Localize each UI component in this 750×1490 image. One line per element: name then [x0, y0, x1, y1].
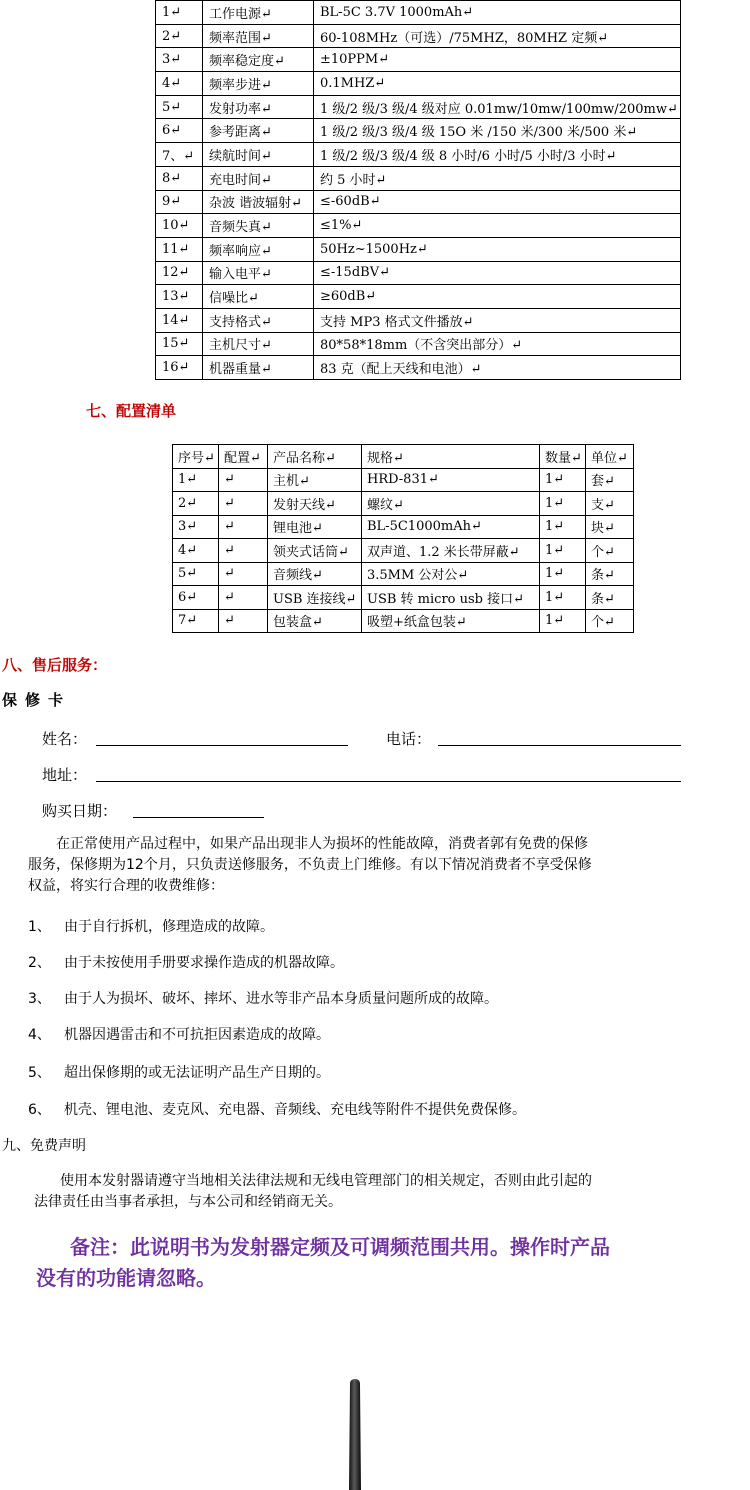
purchase-date-field[interactable]: [133, 817, 264, 818]
spec-value-cell: 80*58*18mm（不含突出部分）↵: [314, 332, 681, 356]
spec-value-cell: ±10PPM↵: [314, 48, 681, 72]
config-spec-cell: 螺纹↵: [362, 492, 540, 516]
spec-row: [156, 214, 681, 238]
config-header-row: [173, 445, 634, 469]
spec-name-cell: 发射功率↵: [203, 95, 314, 119]
config-header-cell: 规格↵: [362, 445, 540, 469]
spec-no-cell: 16↵: [156, 356, 203, 380]
config-header-cell: 产品名称↵: [268, 445, 362, 469]
spec-no-cell: 13↵: [156, 285, 203, 309]
config-spec-cell: 3.5MM 公对公↵: [362, 562, 540, 586]
config-name-cell: 领夹式话筒↵: [268, 539, 362, 563]
config-row: [173, 468, 634, 492]
spec-row: [156, 1, 681, 25]
config-heading: 七、配置清单: [86, 402, 177, 420]
spec-name-cell: 充电时间↵: [203, 166, 314, 190]
config-row: [173, 492, 634, 516]
spec-row: [156, 261, 681, 285]
config-cfg-cell: ↵: [219, 586, 268, 610]
spec-no-cell: 15↵: [156, 332, 203, 356]
spec-row: [156, 72, 681, 96]
name-field[interactable]: [96, 745, 348, 746]
paragraph-line: 使用本发射器请遵守当地相关法律法规和无线电管理部门的相关规定，否则由此引起的: [60, 1173, 592, 1189]
config-header-cell: 单位↵: [586, 445, 634, 469]
list-item: 3、 由于人为损坏、破坏、摔坏、进水等非产品本身质量问题所成的故障。: [28, 991, 498, 1007]
list-item: 2、 由于未按使用手册要求操作造成的机器故障。: [28, 955, 344, 971]
spec-name-cell: 音频失真↵: [203, 214, 314, 238]
paragraph-line: 法律责任由当事者承担，与本公司和经销商无关。: [34, 1194, 342, 1210]
list-item: 4、 机器因遇雷击和不可抗拒因素造成的故障。: [28, 1027, 330, 1043]
spec-value-cell: 83 克（配上天线和电池）↵: [314, 356, 681, 380]
config-table: [172, 444, 634, 633]
spec-no-cell: 3↵: [156, 48, 203, 72]
spec-value-cell: 1 级/2 级/3 级/4 级 8 小时/6 小时/5 小时/3 小时↵: [314, 143, 681, 167]
spec-value-cell: 1 级/2 级/3 级/4 级对应 0.01mw/10mw/100mw/200mw↵: [314, 95, 681, 119]
warranty-paragraph: [28, 834, 750, 897]
config-name-cell: 包装盒↵: [268, 609, 362, 633]
spec-row: [156, 237, 681, 261]
purchase-date-label: 购买日期：: [42, 802, 118, 820]
config-unit-cell: 块↵: [586, 515, 634, 539]
antenna-image: [330, 1376, 380, 1490]
config-cfg-cell: ↵: [219, 562, 268, 586]
config-name-cell: 主机↵: [268, 468, 362, 492]
list-item: 6、 机壳、锂电池、麦克风、充电器、音频线、充电线等附件不提供免费保修。: [28, 1102, 526, 1118]
config-qty-cell: 1↵: [540, 468, 586, 492]
spec-name-cell: 频率稳定度↵: [203, 48, 314, 72]
config-spec-cell: USB 转 micro usb 接口↵: [362, 586, 540, 610]
spec-row: [156, 308, 681, 332]
spec-row: [156, 332, 681, 356]
config-name-cell: USB 连接线↵: [268, 586, 362, 610]
spec-name-cell: 工作电源↵: [203, 1, 314, 25]
spec-value-cell: ≥60dB↵: [314, 285, 681, 309]
config-qty-cell: 1↵: [540, 539, 586, 563]
spec-row: [156, 24, 681, 48]
phone-label: 电话：: [386, 730, 432, 748]
spec-row: [156, 119, 681, 143]
config-spec-cell: BL-5C1000mAh↵: [362, 515, 540, 539]
note-line: 备注：此说明书为发射器定频及可调频范围共用。操作时产品: [70, 1235, 610, 1259]
spec-name-cell: 机器重量↵: [203, 356, 314, 380]
spec-no-cell: 12↵: [156, 261, 203, 285]
config-cfg-cell: ↵: [219, 468, 268, 492]
spec-name-cell: 参考距离↵: [203, 119, 314, 143]
config-row: [173, 562, 634, 586]
address-field[interactable]: [96, 781, 681, 782]
config-spec-cell: 吸塑+纸盒包装↵: [362, 609, 540, 633]
list-item: 1、 由于自行拆机，修理造成的故障。: [28, 919, 274, 935]
paragraph-line: 在正常使用产品过程中，如果产品出现非人为损坏的性能故障，消费者郭有免费的保修: [56, 836, 588, 852]
spec-value-cell: 0.1MHZ↵: [314, 72, 681, 96]
spec-value-cell: 支持 MP3 格式文件播放↵: [314, 308, 681, 332]
config-no-cell: 2↵: [173, 492, 219, 516]
spec-name-cell: 频率响应↵: [203, 237, 314, 261]
spec-value-cell: ≤-60dB↵: [314, 190, 681, 214]
spec-name-cell: 频率步进↵: [203, 72, 314, 96]
spec-no-cell: 7、↵: [156, 143, 203, 167]
spec-no-cell: 11↵: [156, 237, 203, 261]
spec-name-cell: 续航时间↵: [203, 143, 314, 167]
spec-name-cell: 输入电平↵: [203, 261, 314, 285]
config-unit-cell: 支↵: [586, 492, 634, 516]
spec-no-cell: 9↵: [156, 190, 203, 214]
warranty-card-title: 保修卡: [2, 691, 72, 709]
config-unit-cell: 条↵: [586, 586, 634, 610]
disclaimer-heading: 九、免费声明: [2, 1138, 86, 1154]
note-line: 没有的功能请忽略。: [36, 1266, 216, 1290]
config-header-cell: 配置↵: [219, 445, 268, 469]
paragraph-line: 权益，将实行合理的收费维修：: [28, 878, 224, 894]
spec-row: [156, 285, 681, 309]
spec-name-cell: 频率范围↵: [203, 24, 314, 48]
spec-value-cell: ≤-15dBV↵: [314, 261, 681, 285]
config-unit-cell: 套↵: [586, 468, 634, 492]
spec-no-cell: 10↵: [156, 214, 203, 238]
config-cfg-cell: ↵: [219, 609, 268, 633]
config-cfg-cell: ↵: [219, 492, 268, 516]
spec-no-cell: 6↵: [156, 119, 203, 143]
config-row: [173, 609, 634, 633]
config-name-cell: 锂电池↵: [268, 515, 362, 539]
config-spec-cell: HRD-831↵: [362, 468, 540, 492]
spec-row: [156, 166, 681, 190]
spec-row: [156, 190, 681, 214]
config-header-cell: 数量↵: [540, 445, 586, 469]
config-no-cell: 3↵: [173, 515, 219, 539]
config-no-cell: 6↵: [173, 586, 219, 610]
config-unit-cell: 个↵: [586, 609, 634, 633]
note-block: [36, 1232, 750, 1294]
address-label: 地址：: [42, 766, 88, 784]
config-qty-cell: 1↵: [540, 492, 586, 516]
phone-field[interactable]: [438, 745, 681, 746]
spec-row: [156, 356, 681, 380]
config-cfg-cell: ↵: [219, 515, 268, 539]
paragraph-line: 服务，保修期为12个月，只负责送修服务，不负责上门维修。有以下情况消费者不享受保修: [28, 857, 592, 873]
spec-no-cell: 4↵: [156, 72, 203, 96]
config-name-cell: 发射天线↵: [268, 492, 362, 516]
spec-value-cell: 1 级/2 级/3 级/4 级 15O 米 /150 米/300 米/500 米↵: [314, 119, 681, 143]
config-qty-cell: 1↵: [540, 562, 586, 586]
spec-no-cell: 8↵: [156, 166, 203, 190]
config-no-cell: 4↵: [173, 539, 219, 563]
config-row: [173, 539, 634, 563]
config-qty-cell: 1↵: [540, 515, 586, 539]
spec-no-cell: 1↵: [156, 1, 203, 25]
config-qty-cell: 1↵: [540, 586, 586, 610]
spec-no-cell: 5↵: [156, 95, 203, 119]
spec-no-cell: 2↵: [156, 24, 203, 48]
disclaimer-paragraph: [34, 1171, 750, 1213]
config-header-cell: 序号↵: [173, 445, 219, 469]
config-row: [173, 515, 634, 539]
spec-name-cell: 支持格式↵: [203, 308, 314, 332]
config-unit-cell: 个↵: [586, 539, 634, 563]
list-item: 5、 超出保修期的或无法证明产品生产日期的。: [28, 1065, 330, 1081]
spec-name-cell: 杂波 谐波辐射↵: [203, 190, 314, 214]
spec-name-cell: 主机尺寸↵: [203, 332, 314, 356]
config-no-cell: 7↵: [173, 609, 219, 633]
spec-value-cell: 约 5 小时↵: [314, 166, 681, 190]
spec-value-cell: ≤1%↵: [314, 214, 681, 238]
config-qty-cell: 1↵: [540, 609, 586, 633]
config-cfg-cell: ↵: [219, 539, 268, 563]
config-spec-cell: 双声道、1.2 米长带屏蔽↵: [362, 539, 540, 563]
spec-value-cell: 60-108MHz（可选）/75MHZ，80MHZ 定频↵: [314, 24, 681, 48]
spec-value-cell: 50Hz~1500Hz↵: [314, 237, 681, 261]
spec-table: [155, 0, 681, 380]
spec-row: [156, 48, 681, 72]
name-label: 姓名：: [42, 730, 88, 748]
config-no-cell: 1↵: [173, 468, 219, 492]
spec-row: [156, 143, 681, 167]
spec-row: [156, 95, 681, 119]
spec-name-cell: 信噪比↵: [203, 285, 314, 309]
config-name-cell: 音频线↵: [268, 562, 362, 586]
config-no-cell: 5↵: [173, 562, 219, 586]
spec-value-cell: BL-5C 3.7V 1000mAh↵: [314, 1, 681, 25]
spec-no-cell: 14↵: [156, 308, 203, 332]
config-row: [173, 586, 634, 610]
config-unit-cell: 条↵: [586, 562, 634, 586]
service-heading: 八、售后服务：: [2, 656, 108, 674]
